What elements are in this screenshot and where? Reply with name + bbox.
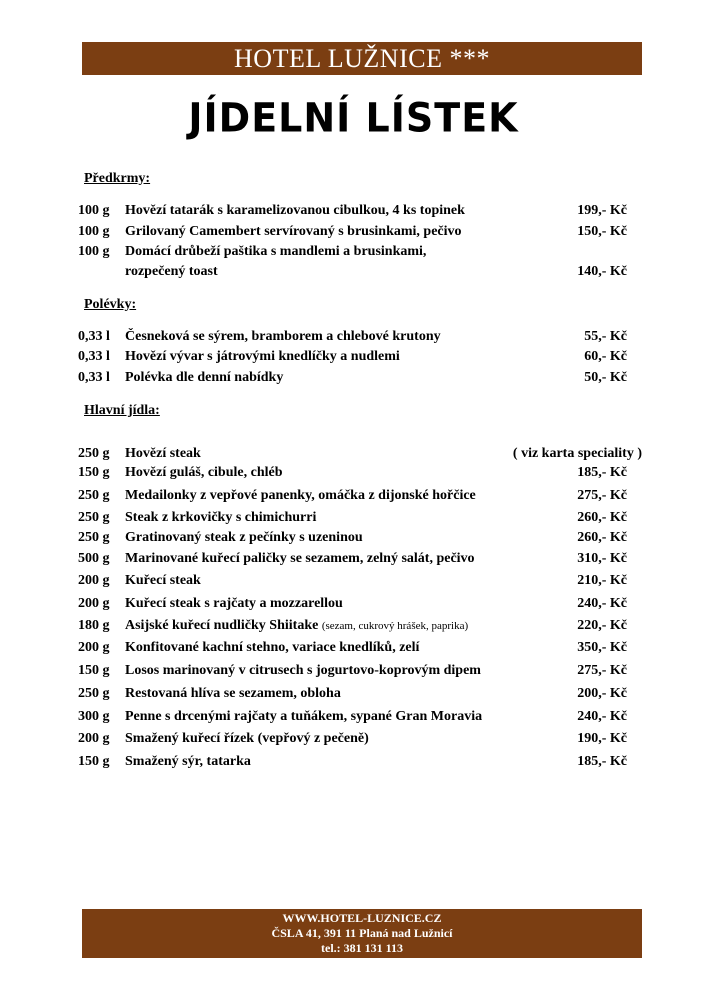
menu-item-name-text: Polévka dle denní nabídky [125,370,284,385]
menu-item-name [125,596,343,612]
menu-item [78,349,646,369]
menu-item-quantity: 180 g [78,618,110,633]
menu-item-price: 240,- Kč [577,596,627,611]
menu-item-quantity: 200 g [78,731,110,746]
menu-item-name [125,663,481,679]
menu-item-name [125,510,316,526]
menu-item-price: 350,- Kč [577,640,627,655]
menu-item-price: 140,- Kč [577,264,627,279]
menu-item-name-text: Gratinovaný steak z pečínky s uzeninou [125,530,363,545]
menu-item-name-text: Medailonky z vepřové panenky, omáčka z dijonské hořčice [125,488,476,503]
menu-item-name [125,618,468,634]
footer-phone: tel.: 381 131 113 [321,941,403,955]
menu-item-name [125,573,201,589]
page-title: JÍDELNÍ LÍSTEK [188,94,519,142]
menu-item-quantity: 200 g [78,573,110,588]
menu-item-price: 55,- Kč [584,329,627,344]
menu-item-name [125,530,363,546]
menu-item-name-text: Smažený sýr, tatarka [125,754,251,769]
menu-item-price: 210,- Kč [577,573,627,588]
menu-item-price: 150,- Kč [577,224,627,239]
menu-item-name-text: Kuřecí steak [125,573,201,588]
menu-item-name-line2: rozpečený toast [125,264,218,279]
menu-item-name-text: Konfitované kachní stehno, variace knedlíků, zelí [125,640,420,655]
menu-item-quantity: 200 g [78,640,110,655]
menu-item-name-text: Steak z krkovičky s chimichurri [125,510,317,525]
menu-item-name [125,349,400,365]
menu-item-name-text: Losos marinovaný v citrusech s jogurtovo-koprovým dipem [125,663,481,678]
menu-item-price: ( viz karta speciality ) [512,446,642,461]
menu-item [78,754,646,774]
menu-item [78,640,646,660]
hotel-name: HOTEL LUŽNICE *** [234,43,490,73]
menu-item-name [125,686,341,702]
menu-item-price: 220,- Kč [577,618,627,633]
menu-item-price: 260,- Kč [577,530,627,545]
menu-item-quantity: 0,33 l [78,349,110,364]
menu-item-name-text: Hovězí vývar s játrovými knedlíčky a nudlemi [125,349,400,364]
footer-website: WWW.HOTEL-LUZNICE.CZ [282,911,442,925]
menu-item-price: 190,- Kč [577,731,627,746]
menu-item-name-text: Asijské kuřecí nudličky Shiitake [125,618,319,633]
menu-item-name-text: Restovaná hlíva se sezamem, obloha [125,686,341,701]
menu-item-name-text: Penne s drcenými rajčaty a tuňákem, sypané Gran Moravia [125,709,483,724]
menu-item-quantity: 200 g [78,596,110,611]
menu-item-price: 260,- Kč [577,510,627,525]
menu-item-name-text: Hovězí steak [125,446,201,461]
section-heading-soups: Polévky: [84,297,137,312]
menu-item-price: 185,- Kč [577,754,627,769]
menu-item [78,224,646,244]
menu-item-price: 200,- Kč [577,686,627,701]
menu-item-name-text: Grilovaný Camembert servírovaný s brusinkami, pečivo [125,224,462,239]
menu-item-price: 199,- Kč [577,203,627,218]
menu-item [78,551,646,571]
menu-item-name-text: Hovězí guláš, cibule, chléb [125,465,283,480]
menu-item [78,510,646,530]
menu-item-name [125,203,465,219]
menu-item [78,686,646,706]
menu-item-name [125,754,251,770]
menu-item-quantity: 300 g [78,709,110,724]
menu-item [78,709,646,729]
section-heading-starters: Předkrmy: [84,171,151,186]
menu-item-quantity: 100 g [78,244,110,259]
menu-item-quantity: 100 g [78,203,110,218]
menu-item-quantity: 250 g [78,530,110,545]
menu-item-name [125,488,476,504]
menu-item [78,488,646,508]
menu-item-quantity: 250 g [78,510,110,525]
menu-item-name [125,551,475,567]
menu-item [78,203,646,223]
menu-item [78,596,646,616]
menu-item-name [125,244,426,260]
menu-item-name-text: Česneková se sýrem, bramborem a chlebové krutony [125,329,441,344]
menu-item-name-text: Kuřecí steak s rajčaty a mozzarellou [125,596,343,611]
menu-item-price: 310,- Kč [577,551,627,566]
menu-item-name [125,731,369,747]
menu-item [78,446,646,466]
menu-item [78,244,646,284]
menu-item-price: 275,- Kč [577,663,627,678]
menu-item-note: (sezam, cukrový hrášek, paprika) [321,620,469,632]
menu-item-quantity: 250 g [78,488,110,503]
menu-item-quantity: 0,33 l [78,370,110,385]
menu-item-quantity: 100 g [78,224,110,239]
menu-item-price: 240,- Kč [577,709,627,724]
menu-item-price: 275,- Kč [577,488,627,503]
menu-item-name-text: Marinované kuřecí paličky se sezamem, zelný salát, pečivo [125,551,475,566]
menu-item-name [125,224,462,240]
menu-item [78,530,646,550]
menu-item-name [125,465,283,481]
menu-item-name-text: Hovězí tatarák s karamelizovanou cibulkou, 4 ks topinek [125,203,465,218]
menu-item [78,731,646,751]
menu-item-name [125,446,201,462]
menu-item-name [125,709,482,725]
menu-item-quantity: 250 g [78,686,110,701]
menu-item-name [125,329,441,345]
menu-item-quantity: 250 g [78,446,110,461]
menu-item [78,329,646,349]
menu-item-quantity: 0,33 l [78,329,110,344]
menu-item-name-text: Domácí drůbeží paštika s mandlemi a brusinkami, [125,244,427,259]
menu-item-name [125,370,283,386]
menu-item [78,573,646,593]
footer-contact [82,909,642,958]
menu-item-price: 50,- Kč [584,370,627,385]
menu-item-quantity: 150 g [78,663,110,678]
menu-item [78,465,646,485]
menu-item-quantity: 150 g [78,754,110,769]
menu-item-name-text: Smažený kuřecí řízek (vepřový z pečeně) [125,731,369,746]
hotel-name-banner [82,42,642,75]
menu-item-quantity: 500 g [78,551,110,566]
menu-item [78,618,646,638]
menu-item-quantity: 150 g [78,465,110,480]
menu-item [78,370,646,390]
menu-item-name [125,640,419,656]
footer-address: ČSLA 41, 391 11 Planá nad Lužnicí [271,926,453,940]
menu-item [78,663,646,683]
menu-item-price: 60,- Kč [584,349,627,364]
menu-item-price: 185,- Kč [577,465,627,480]
section-heading-mains: Hlavní jídla: [84,403,160,418]
